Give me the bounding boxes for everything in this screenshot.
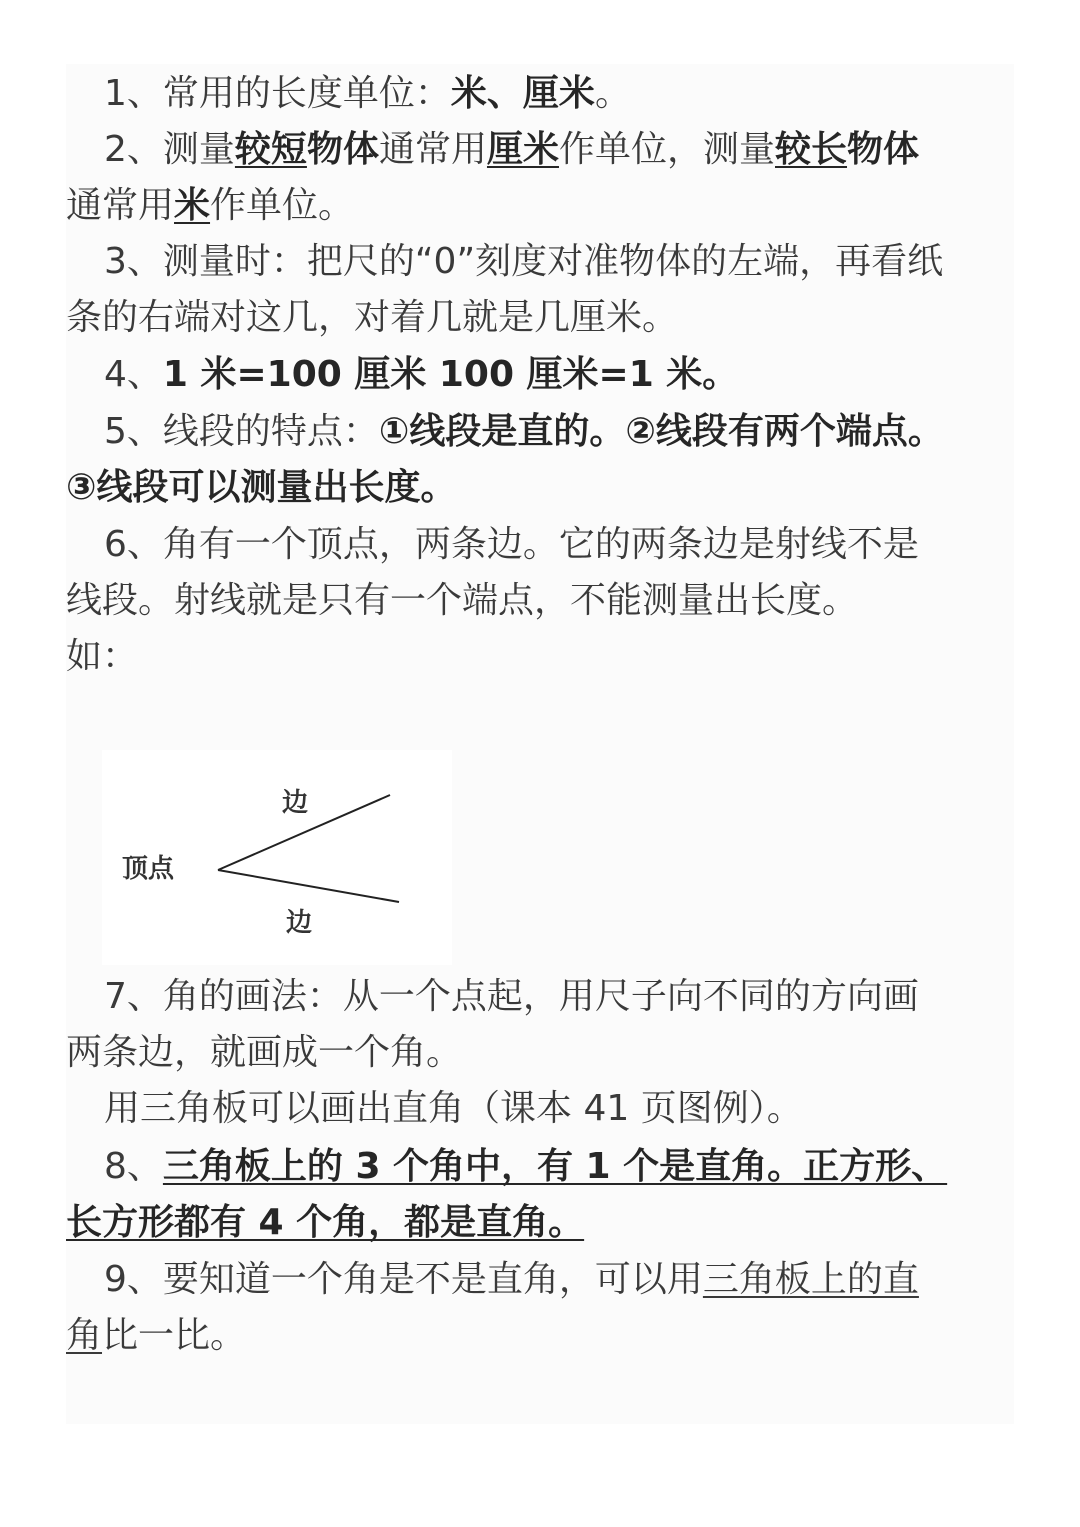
- point-3: [66, 234, 1014, 346]
- point-9: [66, 1252, 1014, 1364]
- document-page: [66, 64, 1014, 1424]
- point-2-text-g: 通常用: [66, 185, 175, 226]
- point-9-text-d: 比一比。: [102, 1315, 247, 1356]
- point-2-text-a: 测量: [162, 129, 235, 170]
- point-9-underlined-b: 角: [66, 1315, 103, 1356]
- point-6-line-2: 线段。射线就是只有一个端点，不能测量出长度。: [66, 580, 859, 621]
- point-1-number: 1、: [104, 73, 163, 114]
- point-8: [66, 1139, 1014, 1251]
- point-6: [66, 517, 1014, 685]
- point-3-line-1: 3、测量时：把尺的“0”刻度对准物体的左端，再看纸: [104, 241, 944, 282]
- point-2-object-a: 物体: [306, 129, 379, 170]
- point-7-line-1: 7、角的画法：从一个点起，用尺子向不同的方向画: [104, 976, 919, 1017]
- point-2-short-underlined: 较短: [234, 129, 307, 170]
- point-7-line-3: 用三角板可以画出直角（课本 41 页图例）。: [104, 1088, 803, 1129]
- point-9-text-a: 9、要知道一个角是不是直角，可以用: [104, 1259, 703, 1300]
- point-4: [66, 347, 1014, 403]
- point-2-meter: 米: [174, 185, 211, 226]
- point-2-number: 2、: [104, 129, 163, 170]
- point-8-number: 8、: [104, 1146, 163, 1187]
- point-5-text: 线段的特点：: [162, 411, 379, 452]
- point-2: [66, 122, 1014, 234]
- point-2-text-e: 作单位，测量: [558, 129, 775, 170]
- point-4-number: 4、: [104, 354, 163, 395]
- point-5: [66, 404, 1014, 516]
- point-8-bold-a: 三角板上的 3 个角中，有 1 个是直角。正方形、: [162, 1146, 948, 1187]
- point-2-centimeter: 厘米: [486, 129, 559, 170]
- point-5-number: 5、: [104, 411, 163, 452]
- point-5-bold-b: ③线段可以测量出长度。: [66, 467, 457, 508]
- point-2-long-underlined: 较长: [775, 129, 848, 170]
- angle-bottom-side: [218, 870, 399, 902]
- point-5-bold-a: ①线段是直的。②线段有两个端点。: [378, 411, 944, 452]
- point-4-bold: 1 米=100 厘米 100 厘米=1 米。: [162, 354, 739, 395]
- point-9-underlined-a: 三角板上的直: [702, 1259, 919, 1300]
- point-1-end: 。: [594, 73, 631, 114]
- top-side-label: 边: [282, 788, 309, 818]
- point-1-text: 常用的长度单位：: [162, 73, 451, 114]
- point-1-bold: 米、厘米: [450, 73, 595, 114]
- point-8-bold-b: 长方形都有 4 个角，都是直角。: [66, 1202, 585, 1243]
- point-3-line-2: 条的右端对这几，对着几就是几厘米。: [66, 297, 679, 338]
- point-7: [66, 969, 1014, 1137]
- point-6-line-3: 如：: [66, 636, 139, 677]
- point-6-line-1: 6、角有一个顶点，两条边。它的两条边是射线不是: [104, 524, 919, 565]
- vertex-label: 顶点: [122, 854, 175, 884]
- bottom-side-label: 边: [286, 908, 313, 938]
- angle-diagram: [102, 750, 452, 965]
- point-2-text-c: 通常用: [378, 129, 487, 170]
- point-2-text-i: 作单位。: [210, 185, 355, 226]
- point-7-line-2: 两条边，就画成一个角。: [66, 1032, 463, 1073]
- point-1: [66, 66, 1014, 122]
- point-2-object-b: 物体: [847, 129, 920, 170]
